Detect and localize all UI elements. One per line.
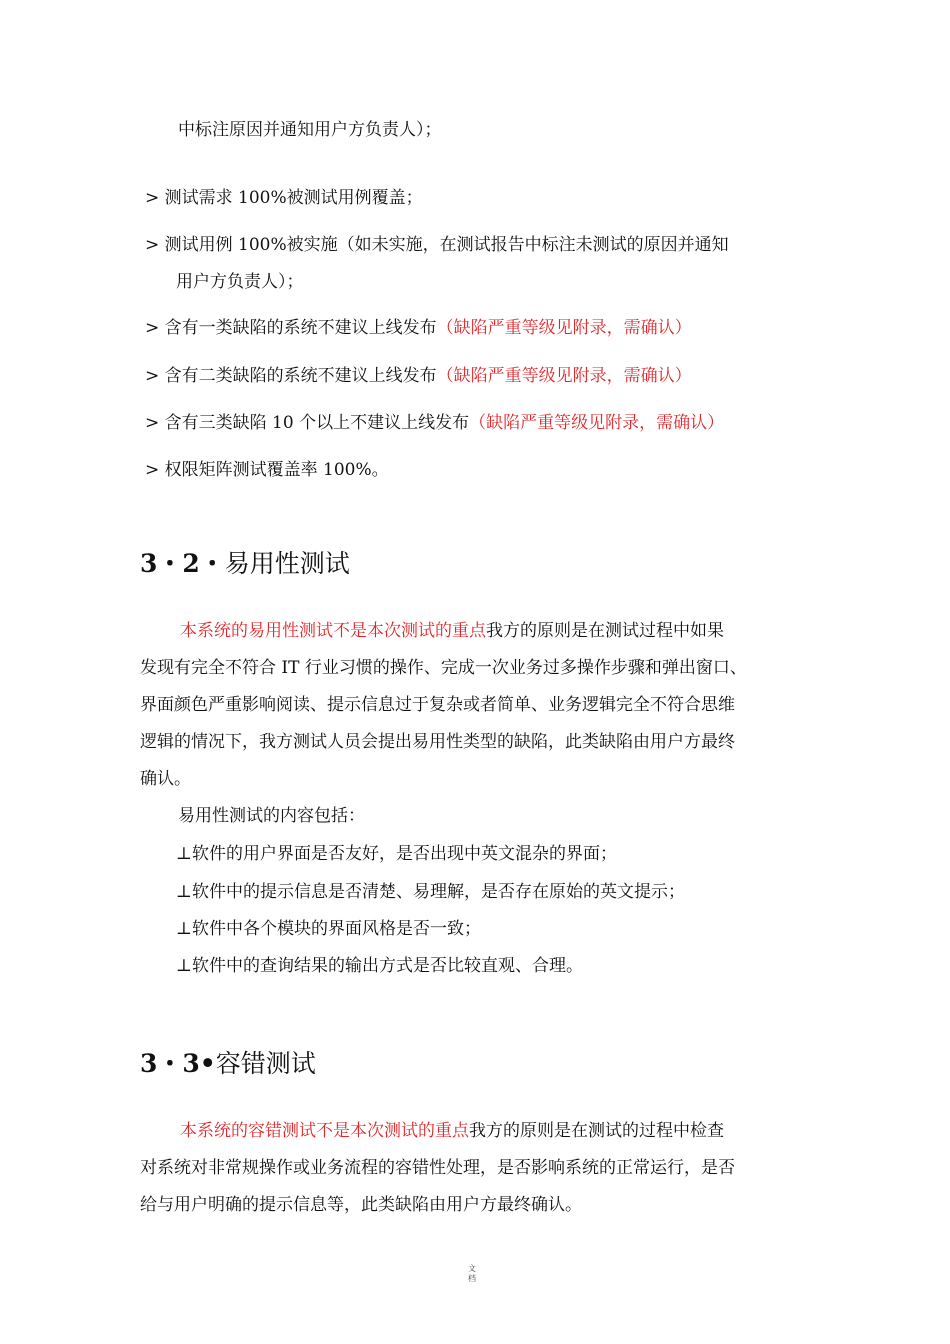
highlight-text: 本系统的易用性测试不是本次测试的重点: [180, 621, 486, 641]
criteria-item-continuation: [176, 270, 304, 294]
section-title: 容错测试: [215, 1049, 316, 1078]
criteria-text: 用户方负责人）；: [176, 272, 304, 292]
criteria-text: > 权限矩阵测试覆盖率 100%。: [145, 460, 389, 480]
list-item: ⊥软件中的查询结果的输出方式是否比较直观、合理。: [176, 956, 583, 976]
paragraph-line: 对系统对非常规操作或业务流程的容错性处理，是否影响系统的正常运行，是否: [140, 1158, 735, 1178]
criteria-text: > 含有二类缺陷的系统不建议上线发布: [145, 366, 437, 386]
criteria-text: > 测试需求 100%被测试用例覆盖；: [145, 188, 423, 208]
footer-char: 文: [468, 1264, 476, 1273]
section-title: 易用性测试: [224, 549, 350, 578]
list-item: ⊥软件中的提示信息是否清楚、易理解，是否存在原始的英文提示；: [176, 882, 685, 902]
criteria-text: > 含有一类缺陷的系统不建议上线发布: [145, 318, 437, 338]
paragraph-line: [180, 619, 724, 643]
criteria-note: （缺陷严重等级见附录，需确认）: [469, 413, 725, 433]
content-label: 易用性测试的内容包括：: [178, 806, 365, 826]
criteria-item: [145, 186, 423, 210]
paragraph-line: 发现有完全不符合 IT 行业习惯的操作、完成一次业务过多操作步骤和弹出窗口、: [140, 658, 747, 678]
paragraph-line: 逻辑的情况下，我方测试人员会提出易用性类型的缺陷，此类缺陷由用户方最终: [140, 732, 735, 752]
list-item: ⊥软件中各个模块的界面风格是否一致；: [176, 919, 481, 939]
criteria-item: [145, 458, 389, 482]
paragraph-line: 给与用户明确的提示信息等，此类缺陷由用户方最终确认。: [140, 1195, 582, 1215]
section-number: 3・3•: [140, 1049, 216, 1078]
paragraph-text: 我方的原则是在测试过程中如果: [486, 621, 724, 641]
continuation-text: 中标注原因并通知用户方负责人）；: [178, 120, 442, 140]
section-heading-3-2: [140, 548, 350, 580]
criteria-item: [145, 316, 692, 340]
section-heading-3-3: [140, 1048, 316, 1080]
page-footer: [462, 1264, 482, 1284]
paragraph-line: 确认。: [140, 769, 191, 789]
criteria-item: [145, 364, 692, 388]
criteria-item: [145, 233, 729, 257]
criteria-note: （缺陷严重等级见附录，需确认）: [436, 318, 692, 338]
list-item: ⊥软件的用户界面是否友好，是否出现中英文混杂的界面；: [176, 844, 617, 864]
criteria-note: （缺陷严重等级见附录，需确认）: [436, 366, 692, 386]
criteria-text: > 测试用例 100%被实施（如未实施，在测试报告中标注未测试的原因并通知: [145, 235, 729, 255]
footer-char: 档: [468, 1274, 476, 1283]
paragraph-line: 界面颜色严重影响阅读、提示信息过于复杂或者简单、业务逻辑完全不符合思维: [140, 695, 735, 715]
criteria-text: > 含有三类缺陷 10 个以上不建议上线发布: [145, 413, 470, 433]
highlight-text: 本系统的容错测试不是本次测试的重点: [180, 1121, 469, 1141]
paragraph-text: 我方的原则是在测试的过程中检查: [469, 1121, 724, 1141]
paragraph-line: [180, 1119, 724, 1143]
section-number: 3・2・: [140, 549, 225, 578]
criteria-item: [145, 411, 724, 435]
